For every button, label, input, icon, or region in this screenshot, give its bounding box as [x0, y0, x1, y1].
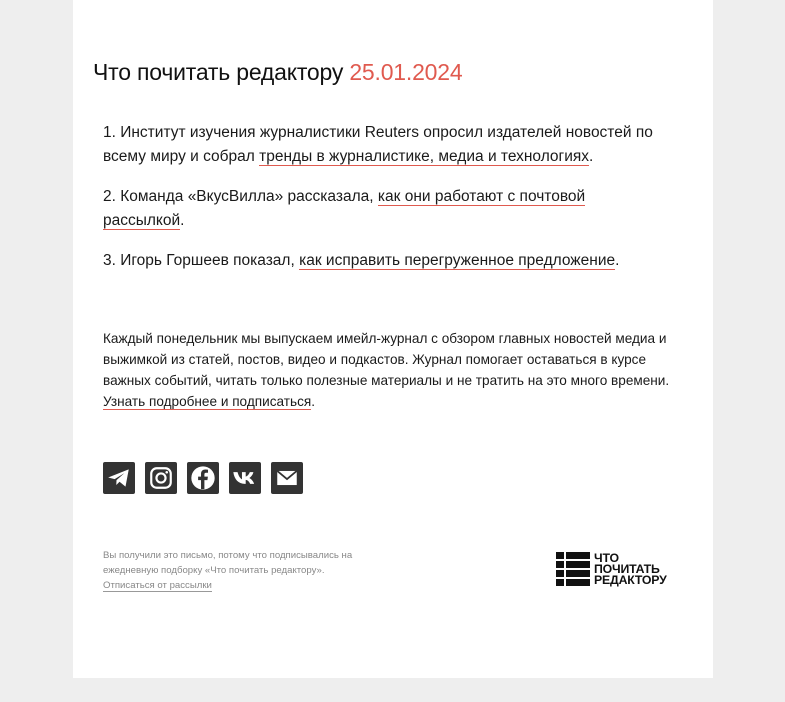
news-list [103, 121, 663, 289]
about-suffix: . [311, 394, 316, 409]
logo-wordmark [594, 550, 667, 587]
subscribe-link[interactable]: Узнать подробнее и подписаться [103, 394, 312, 409]
list-item-text: 3. Игорь Горшеев показал, [103, 252, 300, 269]
vk-icon[interactable] [229, 462, 261, 494]
telegram-icon[interactable] [103, 462, 135, 494]
logo-line: ПОЧИТАТЬ [594, 561, 660, 576]
list-item [103, 249, 663, 273]
issue-date: 25.01.2024 [349, 59, 463, 85]
list-item-suffix: . [615, 252, 620, 269]
article-link-sentence[interactable]: как исправить перегруженное предложение [299, 252, 616, 269]
list-item [103, 121, 663, 169]
article-link-vkusvill[interactable]: как они работают с почтовой рассылкой [103, 188, 586, 229]
unsubscribe-link[interactable]: Отписаться от рассылки [103, 580, 212, 591]
footer-text: Вы получили это письмо, потому что подписывались на ежедневную подборку «Что почитать редактору». [103, 550, 353, 576]
email-card [73, 0, 713, 678]
brand-logo [556, 552, 667, 586]
list-item-text: 1. Институт изучения журналистики Reuters опросил издателей новостей по всему миру и собрал [103, 124, 653, 165]
footer-note [103, 548, 403, 593]
email-icon[interactable] [271, 462, 303, 494]
list-item-suffix: . [180, 212, 185, 229]
facebook-icon[interactable] [187, 462, 219, 494]
list-item-suffix: . [589, 148, 594, 165]
about-text: Каждый понедельник мы выпускаем имейл-журнал с обзором главных новостей медиа и выжимкой из статей, постов, видео и подкастов. Журнал помогает оставаться в курсе важных событий, читать только полезные материалы и не тратить на это много времени. [103, 331, 670, 388]
social-links [103, 462, 303, 494]
logo-bars-icon [556, 552, 590, 586]
page-title [93, 59, 462, 86]
logo-line: ЧТО [594, 550, 619, 565]
list-item [103, 185, 663, 233]
title-text: Что почитать редактору [93, 59, 344, 85]
logo-line: РЕДАКТОРУ [594, 572, 667, 587]
instagram-icon[interactable] [145, 462, 177, 494]
about-paragraph [103, 328, 693, 412]
article-link-trends[interactable]: тренды в журналистике, медиа и технологиях [259, 148, 589, 165]
list-item-text: 2. Команда «ВкусВилла» рассказала, [103, 188, 378, 205]
